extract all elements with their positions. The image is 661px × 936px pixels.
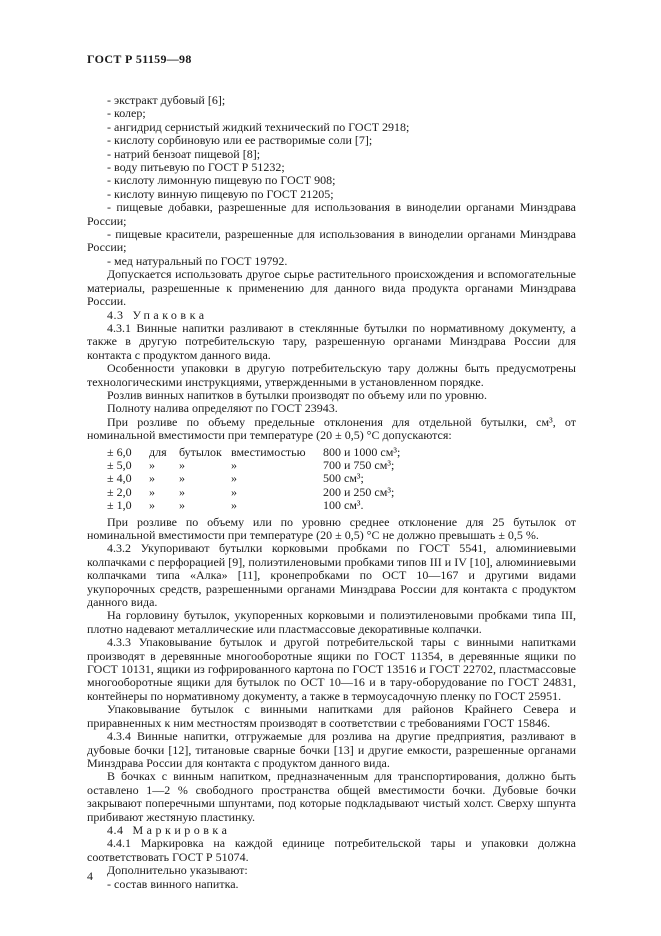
deviation-capacity: 500 см³; [323, 471, 364, 486]
section-title: Маркировка [132, 822, 231, 837]
list-item: - воду питьевую по ГОСТ Р 51232; [107, 160, 285, 175]
paragraph-431c: Полноту налива определяют по ГОСТ 23943. [107, 401, 338, 416]
section-number: 4.4 [107, 822, 124, 837]
deviation-value: ± 2,0 [107, 484, 132, 499]
ditto-mark: » [231, 471, 237, 486]
list-item: - мед натуральный по ГОСТ 19792. [107, 253, 288, 268]
list-item: - пищевые красители, разрешенные для использования в виноделии органами Минздрава России; [87, 227, 576, 255]
paragraph-434: 4.3.4 Винные напитки, отгружаемые для розлива на другие предприятия, разливают в дубовые бочки [12], титановые сварные бочки [13] и другие емкости, разрешенные органами Минздрава России для контакта с продуктом данного вида. [87, 729, 576, 770]
paragraph-441b: - состав винного напитка. [107, 876, 239, 891]
ditto-mark: » [231, 457, 237, 472]
paragraph-441a: Дополнительно указывают: [107, 863, 248, 878]
deviation-capacity: 100 см³. [323, 498, 364, 513]
paragraph-431b: Розлив винных напитков в бутылки производят по объему или по уровню. [107, 387, 487, 402]
deviation-capacity: 700 и 750 см³; [323, 457, 395, 472]
list-item: - экстракт дубовый [6]; [107, 93, 226, 107]
deviation-capacity: 200 и 250 см³; [323, 484, 395, 499]
paragraph-431d: При розливе по объему предельные отклонения для отдельной бутылки, см³, от номинальной вместимости при температуре (20 ± 0,5) °С допускаются: [87, 414, 576, 443]
paragraph-433: 4.3.3 Упаковывание бутылок и другой потребительской тары с винными напитками производят в деревянные многооборотные ящики по ГОСТ 11354, в деревянные ящики по ГОСТ 10131, ящики из гофрированного картона по ГОСТ 13516 и ГОСТ 22702, пластмассовые многооборотные ящики для бутылок по ОСТ 10—16 и в тару-оборудование по ГОСТ 24831, контейнеры по нормативному документу, а также в термоусадочную пленку по ГОСТ 25951. [87, 635, 576, 703]
list-item: - кислоту винную пищевую по ГОСТ 21205; [107, 186, 334, 201]
section-heading-marking [87, 824, 576, 837]
list-item: - колер; [107, 106, 146, 121]
paragraph-431: 4.3.1 Винные напитки разливают в стеклянные бутылки по нормативному документу, а также в другую потребительскую тару, разрешенную органами Минздрава России для контакта с продуктом данного вида. [87, 320, 576, 362]
deviation-value: ± 6,0 [107, 444, 132, 459]
paragraph-allowance: Допускается использовать другое сырье растительного происхождения и вспомогательные материалы, разрешенные к применению для данного вида продукта органами Минздрава России. [87, 267, 576, 309]
paragraph-432a: На горловину бутылок, укупоренных корковыми и полиэтиленовыми пробками типа III, плотно надевают металлические или пластмассовые декоративные колпачки. [87, 608, 576, 636]
deviation-row [107, 486, 576, 499]
deviation-word: бутылок [179, 444, 222, 459]
section-heading-packaging [87, 309, 576, 322]
paragraph-431e: При розливе по объему или по уровню среднее отклонение для 25 бутылок от номинальной вместимости при температуре (20 ± 0,5) °С не должно превышать ± 0,5 %. [87, 514, 576, 542]
ditto-mark: » [179, 457, 185, 472]
document-body [87, 94, 576, 891]
list-item: - ангидрид сернистый жидкий технический по ГОСТ 2918; [107, 119, 410, 134]
deviation-word: для [149, 444, 167, 459]
section-title: Упаковка [132, 307, 208, 322]
section-number: 4.3 [107, 307, 124, 322]
ditto-mark: » [231, 498, 237, 513]
deviation-row [107, 459, 576, 472]
paragraph-432: 4.3.2 Укупоривают бутылки корковыми пробками по ГОСТ 5541, алюминиевыми колпачками с перфорацией [9], полиэтиленовыми пробками типов III и IV [10], алюминиевыми колпачками типа «Алка» [11], кронепробками по ОСТ 10—167 и другими видами укупорочных средств, разрешенными органами Минздрава России для контакта с продуктом данного вида. [87, 541, 576, 610]
deviation-row [107, 499, 576, 512]
paragraph-441: 4.4.1 Маркировка на каждой единице потребительской тары и упаковки должна соответствовать ГОСТ Р 51074. [87, 836, 576, 864]
deviation-capacity: 800 и 1000 см³; [323, 444, 401, 459]
deviation-row [107, 472, 576, 485]
ditto-mark: » [149, 498, 155, 513]
page-number: 4 [87, 869, 93, 883]
deviation-value: ± 4,0 [107, 471, 132, 486]
paragraph-431a: Особенности упаковки в другую потребительскую тару должны быть предусмотрены технологическими инструкциями, утвержденными в установленном порядке. [87, 361, 576, 389]
deviation-row [107, 446, 576, 459]
list-item: - натрий бензоат пищевой [8]; [107, 146, 261, 161]
ditto-mark: » [179, 498, 185, 513]
deviation-value: ± 5,0 [107, 457, 132, 472]
list-item: - кислоту сорбиновую или ее растворимые соли [7]; [107, 133, 373, 148]
paragraph-434a: В бочках с винным напитком, предназначенным для транспортирования, должно быть оставлено 1—2 % свободного пространства общей вместимости бочки. Дубовые бочки закрывают поперечными шпунтами, под которые подкладывают чистый холст. Сверху шпунта прибивают жестяную пластинку. [87, 769, 576, 824]
ditto-mark: » [149, 457, 155, 472]
ditto-mark: » [179, 484, 185, 499]
list-item: - пищевые добавки, разрешенные для использования в виноделии органами Минздрава России; [87, 200, 576, 228]
ditto-mark: » [149, 484, 155, 499]
deviation-value: ± 1,0 [107, 498, 132, 513]
deviation-table [107, 446, 576, 513]
ditto-mark: » [179, 471, 185, 486]
doc-number: ГОСТ Р 51159—98 [87, 52, 192, 66]
deviation-word: вместимостью [231, 444, 306, 459]
paragraph-433a: Упаковывание бутылок с винными напитками для районов Крайнего Севера и приравненных к ним местностям производят в соответствии с требованиями ГОСТ 15846. [87, 702, 576, 730]
list-item: - кислоту лимонную пищевую по ГОСТ 908; [107, 173, 336, 188]
ditto-mark: » [231, 484, 237, 499]
ditto-mark: » [149, 471, 155, 486]
